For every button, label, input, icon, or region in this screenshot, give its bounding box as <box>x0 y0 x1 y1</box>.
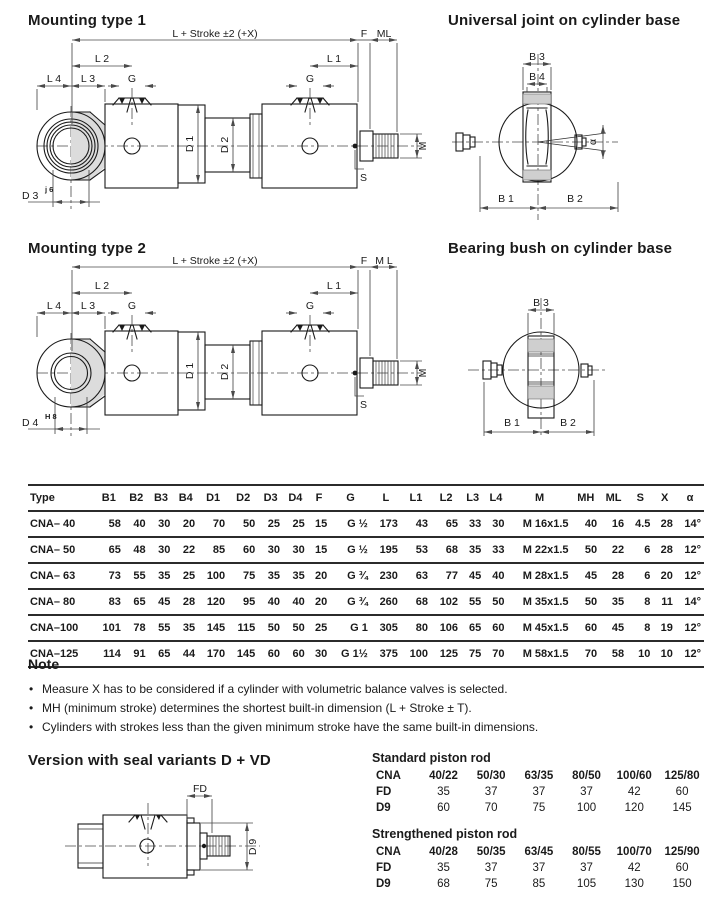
column-header: B1 <box>101 492 116 504</box>
table-cell: 106 <box>439 622 459 634</box>
column-header: 50/30 <box>476 770 506 782</box>
column-header: CNA <box>376 770 401 782</box>
table-row <box>376 784 706 800</box>
table-cell: G ¾ <box>347 596 368 608</box>
table-cell: 58 <box>611 648 625 660</box>
dim-label-s: S <box>360 399 368 411</box>
column-header: X <box>660 492 669 504</box>
column-header: CNA <box>376 846 401 858</box>
table-cell: 25 <box>182 570 196 582</box>
table-cell: 50 <box>492 596 505 608</box>
head-body <box>78 815 230 878</box>
universal-joint-drawing <box>448 30 708 230</box>
table-cell: 6 <box>644 544 651 556</box>
table-cell: 45 <box>469 570 482 582</box>
table-cell: 145 <box>672 802 692 814</box>
column-header: B2 <box>129 492 144 504</box>
table-cell: 37 <box>484 786 498 798</box>
table-cell: M 28x1.5 <box>522 570 569 582</box>
column-header: 80/55 <box>572 846 601 858</box>
dim-label-alpha: α <box>587 138 599 146</box>
strengthened-piston-rod-title: Strengthened piston rod <box>372 827 518 841</box>
column-header: L4 <box>489 492 503 504</box>
table-cell: 14° <box>684 518 701 530</box>
table-cell: 102 <box>439 596 459 608</box>
table-cell: 230 <box>379 570 398 582</box>
strengthened-piston-rod-table <box>376 844 706 892</box>
dim-label-g-left: G <box>127 73 137 85</box>
column-header: 50/35 <box>476 846 506 858</box>
dim-label-d2: D 2 <box>219 363 231 381</box>
dim-label-l4: L 4 <box>46 73 62 85</box>
table-cell: G ½ <box>347 518 368 530</box>
dim-label-g-right: G <box>305 300 315 312</box>
table-cell: 30 <box>492 518 505 530</box>
dim-label-d4-tolerance: H 8 <box>45 412 57 421</box>
section-title-mounting-type-1: Mounting type 1 <box>28 12 146 29</box>
dim-label-l2: L 2 <box>94 53 110 65</box>
dimension-table-head <box>28 485 704 511</box>
table-cell: 70 <box>484 802 498 814</box>
table-row <box>28 563 704 589</box>
note-section <box>28 656 688 737</box>
table-cell: 12° <box>684 544 701 556</box>
dim-label-f: F <box>360 255 368 267</box>
table-cell: 42 <box>627 786 641 798</box>
table-cell: 125 <box>439 648 459 660</box>
column-header: M <box>534 492 545 504</box>
column-header: L3 <box>466 492 480 504</box>
dim-label-d3: D 3 <box>22 190 39 202</box>
column-header: B4 <box>178 492 193 504</box>
table-cell: 145 <box>236 648 256 660</box>
table-cell: 30 <box>158 518 171 530</box>
table-cell: 8 <box>644 596 651 608</box>
column-header: 63/35 <box>524 770 554 782</box>
table-cell: 35 <box>292 570 305 582</box>
dim-label-l3: L 3 <box>80 73 96 85</box>
table-cell: G ¾ <box>347 570 368 582</box>
table-cell: 37 <box>580 786 593 798</box>
table-cell: 60 <box>675 786 689 798</box>
note-bullet: • Cylinders with strokes less than the given minimum stroke have the same built-in dimensions. <box>28 718 688 737</box>
table-cell: 120 <box>624 802 644 814</box>
column-header: α <box>686 492 694 504</box>
table-cell: 35 <box>437 786 450 798</box>
dim-label-b3: B 3 <box>533 297 549 309</box>
dim-label-l1: L 1 <box>326 280 342 292</box>
table-cell: 20 <box>660 570 673 582</box>
table-cell: FD <box>376 786 392 798</box>
section-title-mounting-type-2: Mounting type 2 <box>28 240 146 257</box>
column-header: D1 <box>206 492 221 504</box>
table-cell: 375 <box>379 648 398 660</box>
table-cell: 170 <box>206 648 226 660</box>
table-cell: 28 <box>660 518 673 530</box>
table-cell: 60 <box>242 544 256 556</box>
table-cell: 37 <box>532 862 546 874</box>
dim-label-d1: D 1 <box>184 362 196 380</box>
dim-label-s: S <box>360 172 368 184</box>
column-header: L2 <box>439 492 453 504</box>
table-cell: 78 <box>133 622 146 634</box>
table-cell: 35 <box>158 570 171 582</box>
table-cell: 11 <box>661 596 673 608</box>
table-cell: CNA– 80 <box>30 596 76 608</box>
table-row <box>376 876 706 892</box>
dim-label-l3: L 3 <box>80 300 96 312</box>
column-header: 100/70 <box>616 846 652 858</box>
table-cell: 55 <box>158 622 171 634</box>
dim-label-l2: L 2 <box>94 280 110 292</box>
table-cell: CNA–100 <box>30 622 79 634</box>
table-cell: 75 <box>469 648 482 660</box>
table-cell: 55 <box>469 596 482 608</box>
table-cell: 19 <box>660 622 673 634</box>
table-cell: 6 <box>644 570 651 582</box>
table-cell: 42 <box>627 862 641 874</box>
table-cell: 25 <box>267 518 280 530</box>
note-list <box>28 680 688 737</box>
dim-label-d2: D 2 <box>219 136 231 154</box>
cylinder-body <box>37 325 398 415</box>
table-cell: 28 <box>611 570 625 582</box>
dim-label-d9: D 9 <box>247 838 259 856</box>
table-cell: 100 <box>409 648 428 660</box>
table-cell: 20 <box>315 570 328 582</box>
table-cell: 30 <box>267 544 280 556</box>
table-cell: 12° <box>684 622 701 634</box>
table-cell: 50 <box>292 622 305 634</box>
table-cell: 195 <box>379 544 398 556</box>
table-cell: 105 <box>576 878 597 890</box>
table-cell: G 1½ <box>340 648 368 660</box>
section-title-seal-variants: Version with seal variants D + VD <box>28 752 271 769</box>
mounting-type-2-drawing <box>12 255 442 460</box>
standard-piston-rod-title: Standard piston rod <box>372 751 491 765</box>
dim-label-m: M <box>417 368 429 378</box>
table-row <box>376 800 706 816</box>
dim-label-d1: D 1 <box>184 135 196 153</box>
table-cell: 45 <box>611 622 625 634</box>
table-cell: 85 <box>212 544 226 556</box>
table-cell: 95 <box>242 596 256 608</box>
table-cell: 40 <box>492 570 505 582</box>
column-header: 40/28 <box>429 846 458 858</box>
table-cell: 114 <box>103 648 121 660</box>
dimension-labels <box>504 297 576 429</box>
note-bullet: • Measure X has to be considered if a cylinder with volumetric balance valves is selected. <box>28 680 688 699</box>
table-cell: 260 <box>379 596 398 608</box>
table-cell: 100 <box>206 570 226 582</box>
table-cell: 60 <box>292 648 305 660</box>
table-cell: 25 <box>292 518 305 530</box>
table-cell: CNA– 50 <box>30 544 76 556</box>
table-cell: 77 <box>445 570 459 582</box>
table-cell: 75 <box>242 570 256 582</box>
table-cell: 12° <box>684 648 701 660</box>
column-header: 100/60 <box>616 770 652 782</box>
cylinder-body <box>37 98 398 188</box>
note-bullet: • MH (minimum stroke) determines the shortest built-in dimension (L + Stroke ± T). <box>28 699 688 718</box>
table-cell: 30 <box>158 544 171 556</box>
column-header: 63/45 <box>524 846 554 858</box>
table-cell: 15 <box>315 544 328 556</box>
column-header: 40/22 <box>429 770 458 782</box>
dim-label-b3: B 3 <box>529 51 545 63</box>
dim-label-l1: L 1 <box>326 53 342 65</box>
mounting-type-1-drawing <box>12 28 442 233</box>
table-cell: 83 <box>108 596 121 608</box>
column-header: MH <box>577 492 595 504</box>
table-cell: 35 <box>611 596 625 608</box>
dimension-lines <box>484 310 594 436</box>
table-cell: 70 <box>584 648 598 660</box>
table-cell: 58 <box>108 518 121 530</box>
centerlines <box>65 803 260 866</box>
dim-label-m: M <box>417 141 429 151</box>
table-cell: G ½ <box>347 544 368 556</box>
dimension-lines <box>187 796 253 870</box>
table-cell: 44 <box>182 648 196 660</box>
table-cell: 50 <box>267 622 280 634</box>
dim-label-f: F <box>360 28 368 40</box>
bush-body <box>483 332 592 418</box>
dimension-table-wrap <box>28 484 704 668</box>
table-cell: 40 <box>584 518 598 530</box>
table-cell: 173 <box>379 518 398 530</box>
table-cell: 33 <box>469 518 482 530</box>
table-cell: 68 <box>445 544 459 556</box>
table-cell: 28 <box>660 544 673 556</box>
table-cell: D9 <box>376 878 391 890</box>
dim-label-b1: B 1 <box>498 193 514 205</box>
column-header: D3 <box>263 492 278 504</box>
table-cell: 14° <box>684 596 701 608</box>
table-cell: 16 <box>611 518 625 530</box>
dim-label-g-right: G <box>305 73 315 85</box>
column-header: F <box>315 492 323 504</box>
header-row <box>28 485 704 511</box>
table-cell: 43 <box>415 518 428 530</box>
header-row <box>376 844 706 860</box>
column-header: D2 <box>236 492 251 504</box>
dimension-lines <box>480 64 618 212</box>
table-cell: 70 <box>492 648 505 660</box>
dim-label-ml: M L <box>375 255 393 267</box>
table-cell: 305 <box>379 622 398 634</box>
table-cell: 65 <box>158 648 171 660</box>
table-cell: 50 <box>584 544 598 556</box>
table-cell: CNA– 40 <box>30 518 76 530</box>
table-cell: 28 <box>182 596 196 608</box>
column-header: 80/50 <box>572 770 601 782</box>
column-header: Type <box>30 492 55 504</box>
dim-label-stroke: L + Stroke ±2 (+X) <box>172 28 258 40</box>
table-cell: M 45x1.5 <box>522 622 569 634</box>
dim-label-d4: D 4 <box>22 417 39 429</box>
table-cell: 30 <box>292 544 305 556</box>
table-cell: 12° <box>684 570 701 582</box>
table-cell: 40 <box>292 596 305 608</box>
table-cell: 22 <box>611 544 625 556</box>
table-cell: 73 <box>108 570 121 582</box>
table-cell: CNA–125 <box>30 648 79 660</box>
table-cell: 35 <box>469 544 482 556</box>
table-row <box>28 589 704 615</box>
table-cell: D9 <box>376 802 391 814</box>
table-cell: 37 <box>532 786 546 798</box>
table-cell: 33 <box>492 544 505 556</box>
column-header: S <box>636 492 644 504</box>
table-cell: FD <box>376 862 392 874</box>
table-cell: 60 <box>492 622 505 634</box>
table-cell: 70 <box>212 518 226 530</box>
column-header: G <box>346 492 355 504</box>
table-cell: 37 <box>484 862 498 874</box>
seal-variants-drawing <box>20 770 360 905</box>
joint-body <box>456 92 606 182</box>
table-cell: 63 <box>415 570 428 582</box>
table-cell: 40 <box>133 518 146 530</box>
column-header: 125/90 <box>664 846 700 858</box>
table-row <box>28 537 704 563</box>
table-cell: 60 <box>437 802 450 814</box>
dimension-table <box>28 484 704 668</box>
table-cell: 75 <box>532 802 546 814</box>
table-cell: 150 <box>672 878 692 890</box>
dim-label-l4: L 4 <box>46 300 62 312</box>
column-header: L <box>382 492 390 504</box>
dim-label-b2: B 2 <box>567 193 583 205</box>
table-cell: 75 <box>484 878 498 890</box>
table-cell: 55 <box>133 570 146 582</box>
table-cell: 35 <box>437 862 450 874</box>
table-cell: 60 <box>584 622 598 634</box>
table-cell: 115 <box>237 622 256 634</box>
column-header: B3 <box>153 492 169 504</box>
table-row <box>376 860 706 876</box>
table-row <box>28 615 704 641</box>
bearing-bush-drawing <box>448 258 708 443</box>
table-cell: 20 <box>182 518 196 530</box>
table-cell: 35 <box>267 570 280 582</box>
header-row <box>376 768 706 784</box>
table-cell: 15 <box>315 518 328 530</box>
table-cell: 37 <box>580 862 593 874</box>
section-title-bearing-bush: Bearing bush on cylinder base <box>448 240 673 257</box>
table-cell: 50 <box>242 518 256 530</box>
table-cell: 35 <box>182 622 196 634</box>
table-cell: 101 <box>102 622 121 634</box>
column-header: L1 <box>409 492 423 504</box>
table-cell: 45 <box>584 570 598 582</box>
table-cell: M 22x1.5 <box>522 544 569 556</box>
table-cell: 53 <box>415 544 428 556</box>
dim-label-g-left: G <box>127 300 137 312</box>
dim-label-ml: ML <box>376 28 392 40</box>
table-cell: 45 <box>158 596 171 608</box>
centerlines <box>468 298 608 436</box>
table-cell: 50 <box>584 596 598 608</box>
table-cell: 65 <box>108 544 121 556</box>
table-cell: 40 <box>267 596 280 608</box>
table-cell: 65 <box>469 622 482 634</box>
table-cell: 65 <box>445 518 459 530</box>
dim-label-b4: B 4 <box>529 71 545 83</box>
table-cell: 65 <box>133 596 146 608</box>
note-title: Note <box>28 656 60 672</box>
section-title-universal-joint: Universal joint on cylinder base <box>448 12 681 29</box>
table-cell: 8 <box>644 622 651 634</box>
table-cell: M 58x1.5 <box>522 648 569 660</box>
table-cell: 30 <box>315 648 328 660</box>
table-cell: 85 <box>532 878 546 890</box>
dim-label-b1: B 1 <box>504 417 520 429</box>
table-cell: 60 <box>675 862 689 874</box>
table-cell: M 35x1.5 <box>522 596 569 608</box>
table-cell: 48 <box>133 544 146 556</box>
table-cell: 10 <box>638 648 651 660</box>
table-cell: M 16x1.5 <box>522 518 569 530</box>
table-cell: 10 <box>660 648 673 660</box>
piston-rod-tables <box>372 751 706 892</box>
table-cell: 22 <box>182 544 196 556</box>
table-cell: 91 <box>133 648 146 660</box>
table-cell: 130 <box>624 878 644 890</box>
table-cell: 120 <box>206 596 226 608</box>
table-cell: 80 <box>415 622 428 634</box>
table-cell: 145 <box>206 622 226 634</box>
table-cell: 20 <box>315 596 328 608</box>
dim-label-d3-tolerance: j 6 <box>45 185 54 194</box>
dim-label-stroke: L + Stroke ±2 (+X) <box>172 255 258 267</box>
dim-label-fd: FD <box>193 783 207 795</box>
column-header: D4 <box>288 492 303 504</box>
table-row <box>28 511 704 537</box>
table-cell: 60 <box>267 648 280 660</box>
dim-label-b2: B 2 <box>560 417 576 429</box>
column-header: ML <box>605 492 622 504</box>
column-header: 125/80 <box>664 770 700 782</box>
dimension-table-body <box>28 511 704 667</box>
table-cell: 25 <box>315 622 328 634</box>
standard-piston-rod-table <box>376 768 706 816</box>
table-cell: 4.5 <box>635 518 651 530</box>
table-cell: G 1 <box>350 622 368 634</box>
table-cell: 68 <box>437 878 450 890</box>
table-cell: 68 <box>415 596 428 608</box>
table-cell: 100 <box>576 802 597 814</box>
table-cell: CNA– 63 <box>30 570 76 582</box>
